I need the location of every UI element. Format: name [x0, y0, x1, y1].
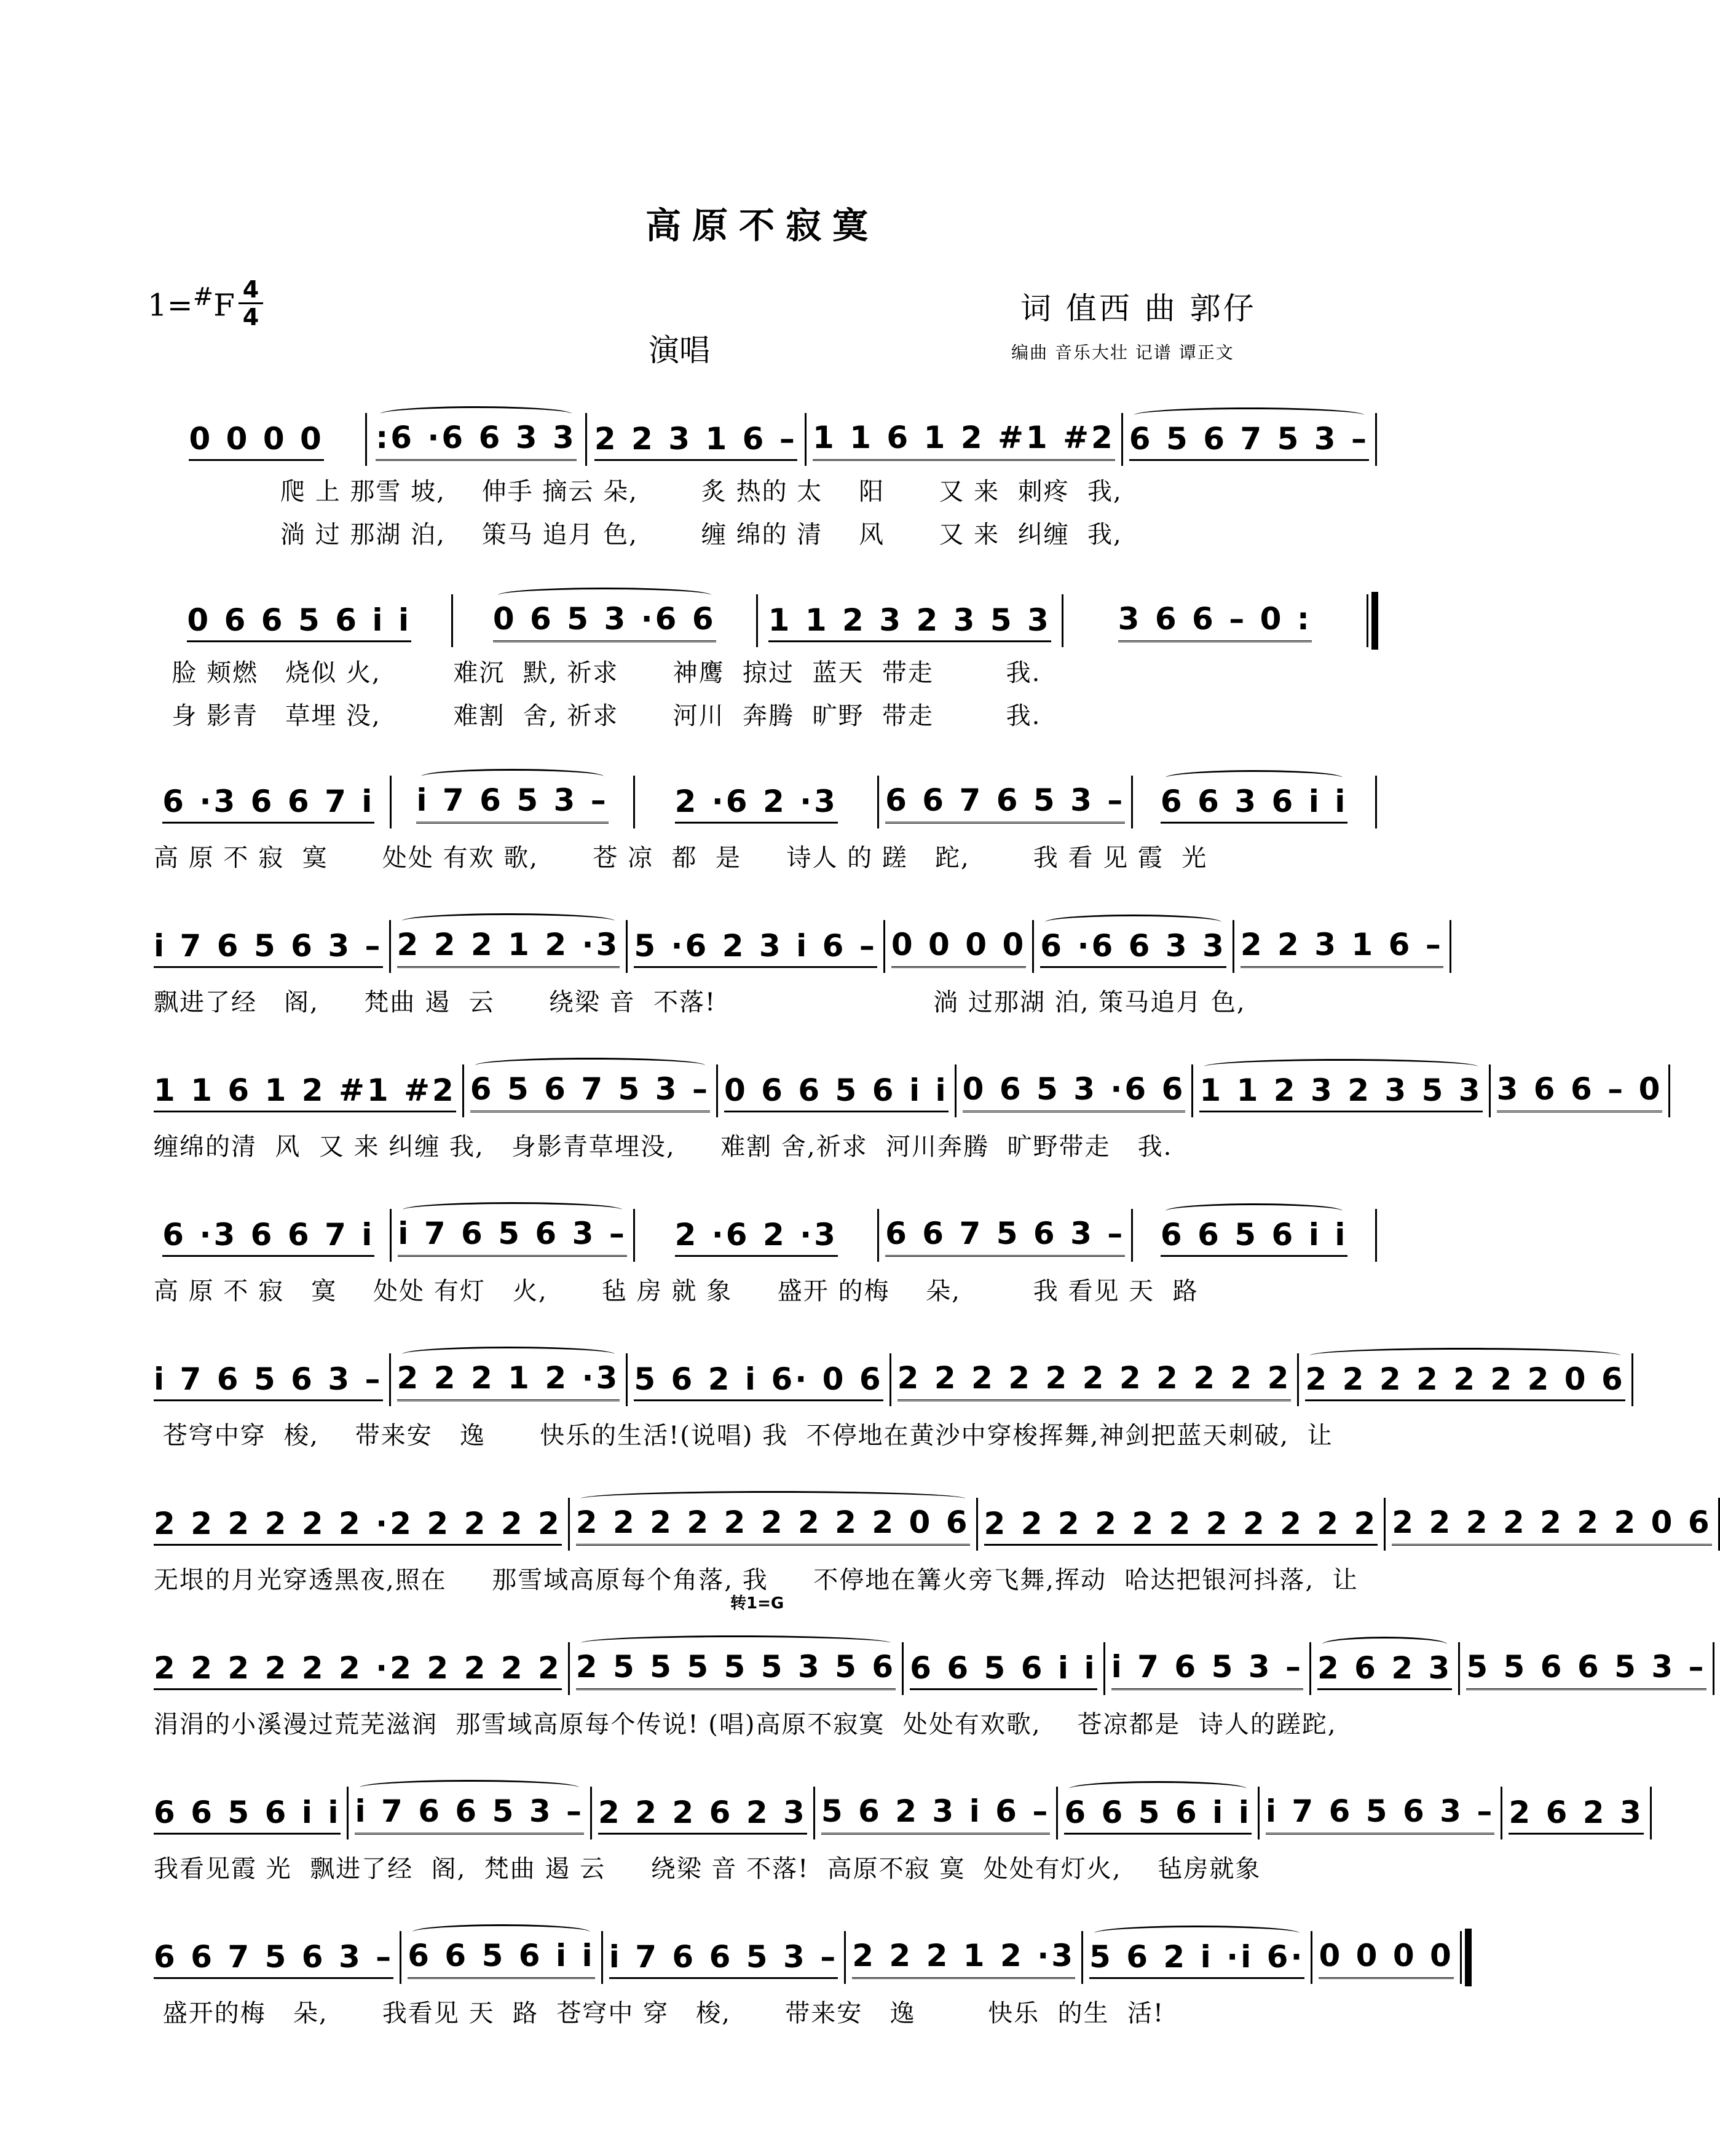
note-group: 2 ·6 2 ·3 — [675, 1217, 838, 1257]
measure — [1058, 1795, 1257, 1835]
measure — [349, 1793, 590, 1835]
note-group: 2 ·6 2 ·3 — [675, 784, 838, 824]
note-group: 2 2 2 2 2 2 2 0 6 — [1305, 1361, 1625, 1401]
notation-row — [148, 1785, 1644, 1835]
final-barline — [1367, 594, 1368, 647]
measure — [1193, 1072, 1488, 1112]
lyric-line: 爬 上 那雪 坡, 伸手 摘云 朵, 炙 热的 太 阳 又 来 刺疼 我, — [154, 478, 1122, 506]
notation-row — [148, 1930, 1454, 1979]
note-group: i 7 6 5 6 3 – — [398, 1216, 627, 1257]
measure — [978, 1506, 1384, 1546]
note-group: 0 6 6 5 6 i i — [187, 602, 411, 642]
note-group: 2 2 2 2 2 2 ·2 2 2 2 2 — [154, 1506, 562, 1546]
measure — [1460, 1649, 1712, 1690]
measure — [1299, 1361, 1631, 1401]
slur-arc — [1134, 407, 1364, 423]
measure — [1105, 1649, 1309, 1690]
measure — [628, 928, 883, 968]
measure — [148, 1217, 390, 1257]
slur-arc — [1322, 1637, 1447, 1652]
slur-arc — [1045, 915, 1221, 930]
note-group: :6 ·6 6 3 3 — [376, 420, 577, 461]
note-group: 2 2 2 2 2 2 ·2 2 2 2 2 — [154, 1650, 562, 1690]
score-system — [148, 412, 1377, 578]
credits-line: 词 值西 曲 郭仔 — [1020, 291, 1256, 326]
note-group: 6 6 5 6 i i — [910, 1650, 1097, 1690]
slur-arc — [1310, 1348, 1620, 1363]
measure — [1312, 1938, 1459, 1979]
lyric-line: 身 影青 草埋 没, 难割 舍, 祈求 河川 奔腾 旷野 带走 我. — [154, 702, 1041, 730]
measure — [392, 782, 634, 824]
note-group: 1 1 2 3 2 3 5 3 — [768, 602, 1051, 642]
measure — [904, 1650, 1103, 1690]
slur-arc — [412, 1924, 590, 1940]
measure — [879, 782, 1131, 824]
measure — [1133, 784, 1375, 824]
notation-row — [148, 1497, 1712, 1546]
slur-arc — [360, 1780, 579, 1795]
lyric-line: 无垠的月光穿透黑夜,照在 那雪域高原每个角落, 我 不停地在篝火旁飞舞,挥动 哈达把银河抖落, 让 — [154, 1566, 1359, 1594]
measure — [957, 1071, 1192, 1112]
notation-row — [148, 412, 1377, 461]
note-group: 6 6 5 6 i i — [154, 1795, 341, 1835]
notation-row — [148, 1063, 1663, 1112]
slur-arc — [498, 588, 711, 603]
singer-label: 演唱 — [649, 332, 710, 368]
note-group: 2 2 2 2 2 2 2 2 2 0 6 — [576, 1505, 970, 1546]
measure — [592, 1795, 813, 1835]
lyric-line: 我看见霞 光 飘进了经 阁, 梵曲 遏 云 绕梁 音 不落! 高原不寂 寞 处处有灯火, 毡房就象 — [154, 1855, 1261, 1883]
barline — [1450, 920, 1451, 973]
key-signature — [148, 283, 235, 323]
barline — [1375, 413, 1377, 466]
notation-row — [148, 1352, 1625, 1401]
note-group: 3 6 6 – 0 : — [1118, 601, 1312, 642]
lyric-line: 高 原 不 寂 寞 处处 有灯 火, 毡 房 就 象 盛开 的梅 朵, 我 看见 天 路 — [154, 1277, 1199, 1305]
notation-row — [148, 919, 1443, 968]
time-signature — [239, 277, 263, 330]
note-group: 0 0 0 0 — [189, 421, 323, 461]
measure — [718, 1072, 955, 1112]
measure — [1491, 1071, 1669, 1112]
note-group: 6 5 6 7 5 3 – — [470, 1071, 710, 1112]
note-group: 5 6 2 i ·i 6· — [1089, 1939, 1304, 1979]
lyric-line: 涓涓的小溪漫过荒芜滋润 那雪域高原每个传说! (唱)高原不寂寞 处处有欢歌, 苍凉都是 诗人的蹉跎, — [154, 1710, 1337, 1739]
note-group: 6 6 5 6 i i — [1064, 1795, 1251, 1835]
slur-arc — [1069, 1781, 1246, 1796]
note-group: 3 6 6 – 0 — [1497, 1071, 1663, 1112]
note-group: i 7 6 5 3 – — [1111, 1649, 1303, 1690]
measure — [1063, 601, 1367, 642]
note-group: 6 6 7 5 6 3 – — [154, 1939, 393, 1979]
note-group: 6 ·3 6 6 7 i — [162, 784, 374, 824]
lyric-line: 盛开的梅 朵, 我看见 天 路 苍穹中 穿 梭, 带来安 逸 快乐 的生 活! — [154, 1999, 1165, 2028]
slur-arc — [581, 1491, 965, 1506]
slur-arc — [1094, 1926, 1300, 1941]
slur-arc — [402, 1347, 615, 1362]
measure — [1502, 1795, 1649, 1835]
final-barline — [1460, 1931, 1462, 1984]
score-system — [148, 593, 1377, 759]
measure — [464, 1071, 716, 1112]
slur-arc — [402, 913, 615, 929]
score-system — [148, 919, 1443, 1085]
measure — [1123, 421, 1375, 461]
note-group: 1 1 6 1 2 #1 #2 — [813, 420, 1115, 461]
note-group: 6 ·6 6 3 3 — [1040, 928, 1226, 968]
note-group: 6 6 7 6 5 3 – — [885, 782, 1125, 824]
note-group: 2 2 3 1 6 – — [1241, 927, 1443, 968]
note-group: 5 6 2 i 6· 0 6 — [634, 1361, 883, 1401]
note-group: 0 6 6 5 6 i i — [724, 1072, 949, 1112]
lyric-line: 脸 颊燃 烧似 火, 难沉 默, 祈求 神鹰 掠过 蓝天 带走 我. — [154, 659, 1041, 687]
note-group: 6 6 3 6 i i — [1161, 784, 1347, 824]
score-system — [148, 1063, 1663, 1229]
measure — [1260, 1793, 1501, 1835]
note-group: 0 0 0 0 — [891, 927, 1026, 968]
note-group: 6 6 5 6 i i — [408, 1938, 594, 1979]
lyric-line: 缠绵的清 风 又 来 纠缠 我, 身影青草埋没, 难割 舍,祈求 河川奔腾 旷野带走 我. — [154, 1133, 1173, 1161]
arranger-line: 编曲 音乐大壮 记谱 谭正文 — [1011, 342, 1234, 363]
measure — [148, 1650, 568, 1690]
meter-top: 4 — [242, 276, 259, 303]
measure — [148, 928, 389, 968]
barline — [1668, 1064, 1670, 1117]
barline — [1375, 776, 1377, 828]
lyric-line: 高 原 不 寂 寞 处处 有欢 歌, 苍 凉 都 是 诗人 的 蹉 跎, 我 看 见 霞 光 — [154, 844, 1208, 872]
measure — [1133, 1217, 1375, 1257]
slur-arc — [1204, 1059, 1477, 1074]
note-group: i 7 6 5 6 3 – — [1266, 1793, 1495, 1835]
measure — [758, 602, 1062, 642]
slur-arc — [1166, 1203, 1343, 1219]
barline — [1650, 1787, 1652, 1839]
note-group: 0 6 5 3 ·6 6 — [963, 1071, 1186, 1112]
measure — [391, 927, 626, 968]
barline — [1718, 1498, 1720, 1551]
barline — [1713, 1642, 1714, 1695]
measure — [635, 1217, 877, 1257]
measure — [885, 927, 1032, 968]
measure — [453, 601, 757, 642]
note-group: 6 5 6 7 5 3 – — [1129, 421, 1369, 461]
notation-row — [148, 1208, 1377, 1257]
note-group: 2 2 2 1 2 ·3 — [852, 1938, 1075, 1979]
barline — [1375, 1209, 1377, 1262]
measure — [815, 1793, 1057, 1835]
notation-row — [148, 1641, 1706, 1690]
measure — [846, 1938, 1081, 1979]
note-group: 2 2 2 2 2 2 2 0 6 — [1392, 1505, 1711, 1546]
slur-arc — [381, 406, 572, 422]
note-group: i 7 6 5 6 3 – — [154, 1361, 383, 1401]
slur-arc — [421, 769, 603, 784]
meter-bottom: 4 — [239, 302, 263, 330]
note-group: i 7 6 6 5 3 – — [609, 1939, 838, 1979]
measure — [587, 421, 805, 461]
lyric-line: 淌 过 那湖 泊, 策马 追月 色, 缠 绵的 清 风 又 来 纠缠 我, — [154, 521, 1122, 549]
note-group: 0 0 0 0 — [1319, 1938, 1453, 1979]
slur-arc — [403, 1202, 622, 1218]
note-group: 6 6 5 6 i i — [1161, 1217, 1347, 1257]
note-group: 5 5 6 6 5 3 – — [1466, 1649, 1706, 1690]
note-group: 2 6 2 3 — [1317, 1650, 1452, 1690]
note-group: 5 6 2 3 i 6 – — [821, 1793, 1051, 1835]
barline — [1631, 1353, 1633, 1406]
measure — [148, 1361, 389, 1401]
measure — [401, 1938, 601, 1979]
note-group: 2 2 2 1 2 ·3 — [397, 927, 620, 968]
song-title: 高原不寂寞 — [645, 205, 879, 246]
key-prefix: 1= — [148, 287, 193, 323]
note-group: 5 ·6 2 3 i 6 – — [634, 928, 877, 968]
measure — [570, 1649, 902, 1690]
lyric-line: 苍穹中穿 梭, 带来安 逸 快乐的生活!(说唱) 我 不停地在黄沙中穿梭挥舞,神剑把蓝天刺破, 让 — [154, 1422, 1333, 1450]
note-group: 6 ·3 6 6 7 i — [162, 1217, 374, 1257]
measure — [148, 1795, 347, 1835]
note-group: 1 1 6 1 2 #1 #2 — [154, 1072, 456, 1112]
measure — [1386, 1505, 1718, 1546]
note-group: 2 2 2 2 2 2 2 2 2 2 2 — [984, 1506, 1378, 1546]
measure — [1083, 1939, 1311, 1979]
measure — [879, 1216, 1131, 1257]
score-system — [148, 1930, 1454, 2096]
modulation-mark: 转1=G — [730, 1594, 784, 1613]
note-group: 2 2 2 6 2 3 — [598, 1795, 807, 1835]
key-sharp: # — [192, 283, 214, 311]
notation-row — [148, 593, 1377, 642]
slur-arc — [1166, 770, 1343, 785]
slur-arc — [581, 1635, 891, 1651]
note-group: i 7 6 5 6 3 – — [154, 928, 383, 968]
measure — [1311, 1650, 1458, 1690]
note-group: i 7 6 6 5 3 – — [355, 1793, 584, 1835]
note-group: 2 2 3 1 6 – — [594, 421, 797, 461]
measure — [367, 420, 585, 461]
measure — [891, 1360, 1298, 1401]
measure — [1034, 928, 1233, 968]
slur-arc — [475, 1058, 705, 1073]
note-group: 0 6 5 3 ·6 6 — [493, 601, 716, 642]
measure — [148, 1506, 568, 1546]
note-group: 6 6 7 5 6 3 – — [885, 1216, 1125, 1257]
note-group: 1 1 2 3 2 3 5 3 — [1199, 1072, 1482, 1112]
note-group: 2 2 2 2 2 2 2 2 2 2 2 — [897, 1360, 1292, 1401]
measure — [628, 1361, 889, 1401]
measure — [148, 421, 365, 461]
score-system — [148, 1208, 1377, 1374]
measure — [391, 1360, 626, 1401]
measure — [148, 602, 451, 642]
measure — [148, 1072, 462, 1112]
score-system — [148, 774, 1377, 940]
measure — [807, 420, 1121, 461]
measure — [570, 1505, 976, 1546]
measure — [392, 1216, 634, 1257]
measure — [635, 784, 877, 824]
measure — [148, 1939, 400, 1979]
note-group: i 7 6 5 3 – — [416, 782, 608, 824]
measure — [148, 784, 390, 824]
measure — [603, 1939, 845, 1979]
note-group: 2 2 2 1 2 ·3 — [397, 1360, 620, 1401]
notation-row — [148, 774, 1377, 824]
note-group: 2 6 2 3 — [1509, 1795, 1643, 1835]
note-group: 2 5 5 5 5 5 3 5 6 — [576, 1649, 896, 1690]
measure — [1234, 927, 1450, 968]
key-note: F — [213, 287, 235, 323]
lyric-line: 飘进了经 阁, 梵曲 遏 云 绕梁 音 不落! 淌 过那湖 泊, 策马追月 色, — [154, 988, 1246, 1017]
